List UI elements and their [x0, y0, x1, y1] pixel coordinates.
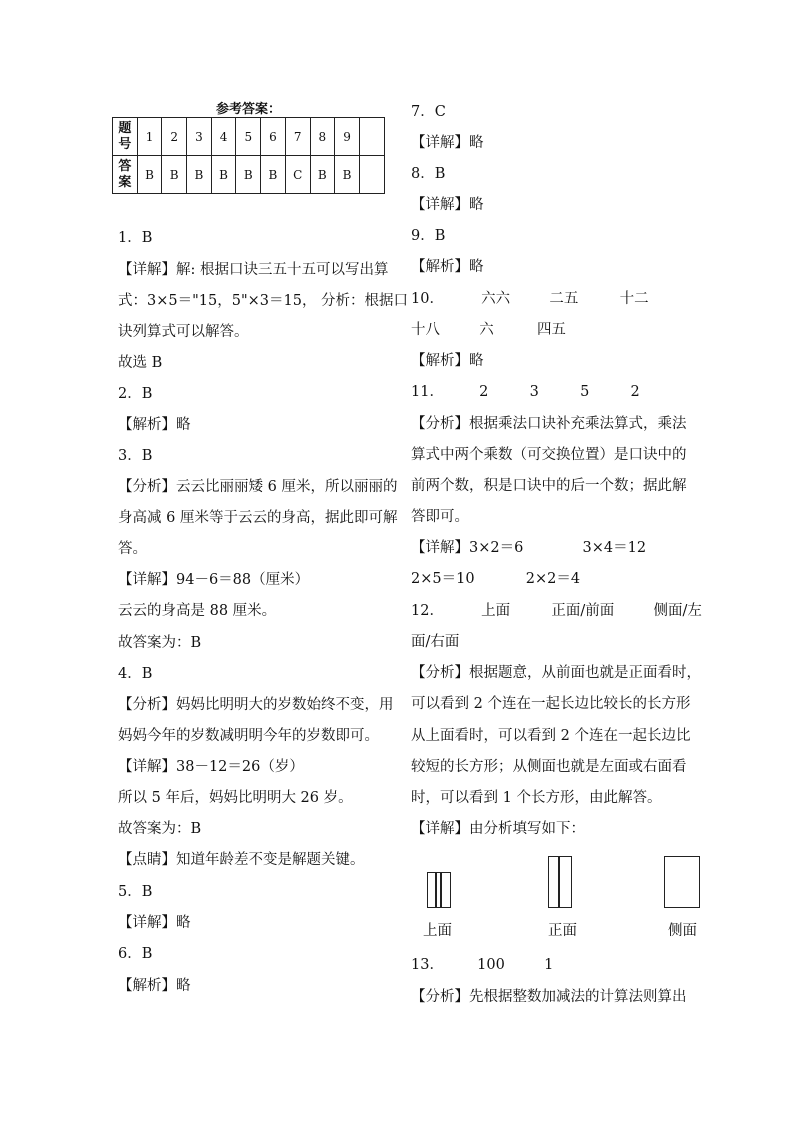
blank-answer: 正面/前面: [551, 603, 615, 619]
explanation-line: 所以 5 年后，妈妈比明明大 26 岁。: [118, 790, 353, 806]
table-row-numbers: [113, 118, 385, 156]
table-cell: B: [162, 156, 187, 194]
answer-9: 9．B: [411, 228, 446, 244]
top-view-label: 上面: [423, 923, 452, 939]
blank-answer: 侧面/左: [653, 603, 702, 619]
blank-answer: 上面: [481, 603, 511, 619]
explanation-line: 较短的长方形；从侧面也就是左面或右面看: [411, 759, 687, 775]
explanation-line: 妈妈今年的岁数减明明今年的岁数即可。: [118, 728, 379, 744]
front-view-rectangle: [548, 856, 572, 908]
explanation-line: 【解析】略: [411, 259, 484, 275]
explanation-line: 故答案为：B: [118, 821, 202, 837]
table-cell: B: [137, 156, 162, 194]
equation: 3×4＝12: [582, 540, 647, 556]
answer-11: [411, 382, 640, 402]
explanation-line: 式：3×5＝"15，5"×3＝15， 分析：根据口: [118, 293, 409, 309]
blank-answer: 2: [479, 384, 489, 400]
question-number: 10．: [411, 291, 444, 307]
explanation-line: 【解析】略: [118, 417, 191, 433]
table-cell: 2: [162, 118, 187, 156]
answer-8: 8．B: [411, 166, 446, 182]
table-cell: B: [335, 156, 360, 194]
table-cell: C: [285, 156, 310, 194]
explanation-line: [411, 569, 580, 589]
answer-12: [411, 601, 702, 621]
explanation-line: 【详解】94－6＝88（厘米）: [118, 572, 310, 588]
table-cell: 7: [285, 118, 310, 156]
table-cell: [359, 118, 384, 156]
explanation-line: 从上面看时，可以看到 2 个连在一起长边比: [411, 728, 691, 744]
explanation-line: 【详解】略: [411, 135, 484, 151]
answer-1: 1．B: [118, 230, 153, 246]
explanation-line: 身高减 6 厘米等于云云的身高，据此即可解: [118, 510, 398, 526]
blank-answer: 二五: [549, 291, 579, 307]
blank-answer: 1: [544, 957, 554, 973]
top-view-rectangle: [427, 872, 451, 908]
question-number: 13．: [411, 957, 444, 973]
explanation-line: 【解析】略: [411, 353, 484, 369]
explanation-line: [411, 538, 646, 558]
equation: 2×2＝4: [525, 571, 581, 587]
explanation-line: 【分析】根据乘法口诀补充乘法算式，乘法: [411, 416, 687, 432]
answer-key-title: 参考答案：: [216, 102, 282, 117]
answer-13: [411, 955, 553, 975]
table-cell: B: [187, 156, 212, 194]
explanation-line: 【详解】略: [411, 197, 484, 213]
explanation-line: 【解析】略: [118, 978, 191, 994]
explanation-line: 答。: [118, 541, 147, 557]
table-cell: B: [310, 156, 335, 194]
side-view-label: 侧面: [668, 923, 697, 939]
answer-3: 3．B: [118, 448, 153, 464]
side-view-rectangle: [664, 856, 700, 908]
question-number: 12．: [411, 603, 444, 619]
blank-answer: 六: [479, 322, 494, 338]
table-cell: [359, 156, 384, 194]
blank-answer: 十八: [411, 322, 440, 338]
table-cell: B: [236, 156, 261, 194]
answer-10-line2: [411, 320, 566, 340]
table-cell: 4: [211, 118, 236, 156]
blank-answer: 六六: [481, 291, 511, 307]
explanation-line: 【分析】根据题意，从前面也就是正面看时，: [411, 665, 701, 681]
explanation-line: 【详解】由分析填写如下：: [411, 821, 585, 837]
answer-table: [112, 117, 385, 194]
explanation-line: 可以看到 2 个连在一起长边比较长的长方形: [411, 696, 691, 712]
table-cell: B: [211, 156, 236, 194]
table-row-answers: [113, 156, 385, 194]
blank-answer: 5: [580, 384, 590, 400]
table-cell: 8: [310, 118, 335, 156]
equation: 【详解】3×2＝6: [411, 540, 524, 556]
answer-7: 7．C: [411, 104, 446, 120]
question-number: 11．: [411, 384, 444, 400]
row-label-answer: 答 案: [113, 156, 138, 194]
explanation-line: 【详解】解: 根据口诀三五十五可以写出算: [118, 262, 389, 278]
explanation-line: 【详解】略: [118, 915, 191, 931]
blank-answer: 十二: [619, 291, 649, 307]
table-cell: 3: [187, 118, 212, 156]
explanation-line: 面/右面: [411, 634, 460, 650]
explanation-line: 【分析】先根据整数加减法的计算法则算出: [411, 989, 687, 1005]
table-cell: 5: [236, 118, 261, 156]
explanation-line: 故选 B: [118, 355, 163, 371]
explanation-line: 诀列算式可以解答。: [118, 324, 249, 340]
answer-6: 6．B: [118, 946, 153, 962]
explanation-line: 时，可以看到 1 个长方形，由此解答。: [411, 790, 662, 806]
row-label-number: 题 号: [113, 118, 138, 156]
explanation-line: 答即可。: [411, 509, 469, 525]
explanation-line: 【点睛】知道年龄差不变是解题关键。: [118, 852, 365, 868]
answer-10-line1: [411, 289, 649, 309]
explanation-line: 【分析】云云比丽丽矮 6 厘米，所以丽丽的: [118, 479, 398, 495]
blank-answer: 100: [477, 957, 505, 973]
blank-answer: 四五: [536, 322, 566, 338]
answer-2: 2．B: [118, 386, 153, 402]
table-cell: B: [261, 156, 286, 194]
explanation-line: 【详解】38－12＝26（岁）: [118, 759, 304, 775]
table-cell: 9: [335, 118, 360, 156]
front-view-label: 正面: [548, 923, 577, 939]
explanation-line: 故答案为：B: [118, 635, 202, 651]
blank-answer: 3: [529, 384, 539, 400]
answer-4: 4．B: [118, 666, 153, 682]
explanation-line: 算式中两个乘数（可交换位置）是口诀中的: [411, 447, 687, 463]
table-cell: 1: [137, 118, 162, 156]
table-cell: 6: [261, 118, 286, 156]
equation: 2×5＝10: [411, 571, 475, 587]
explanation-line: 前两个数，积是口诀中的后一个数；据此解: [411, 478, 687, 494]
answer-5: 5．B: [118, 884, 153, 900]
blank-answer: 2: [630, 384, 640, 400]
explanation-line: 【分析】妈妈比明明大的岁数始终不变，用: [118, 697, 394, 713]
explanation-line: 云云的身高是 88 厘米。: [118, 603, 277, 619]
